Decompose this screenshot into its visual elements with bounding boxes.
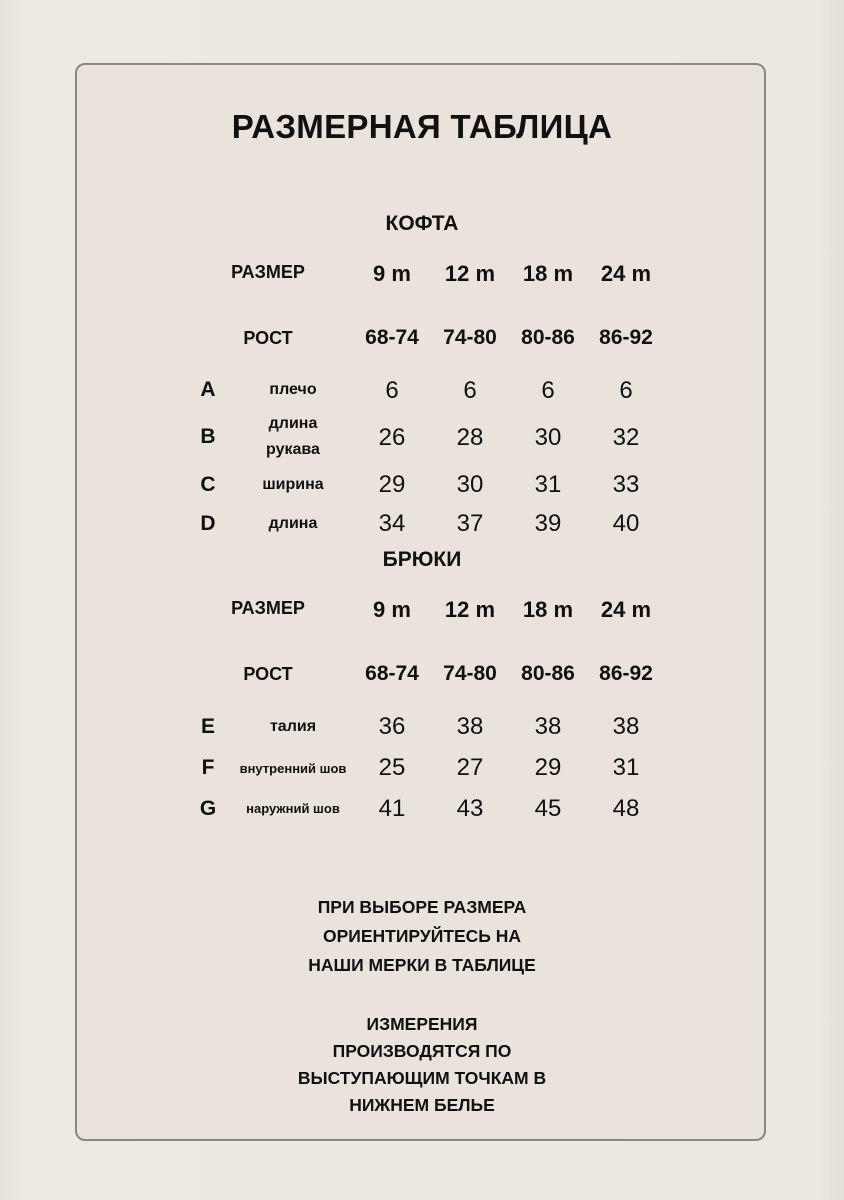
value-cell: 45 (534, 795, 562, 822)
value-cell: 25 (378, 754, 406, 781)
section-title-top: КОФТА (385, 212, 459, 235)
size-cell: 24 m (600, 261, 652, 286)
value-cell: 31 (534, 471, 562, 498)
height-cell: 74-80 (443, 326, 497, 349)
note-line: ВЫСТУПАЮЩИМ ТОЧКАМ В (297, 1068, 547, 1088)
measurement-label-line1: длина (268, 415, 318, 432)
value-cell: 28 (456, 424, 484, 451)
value-cell: 41 (378, 795, 406, 822)
value-cell: 39 (534, 510, 562, 537)
section-title-bottom: БРЮКИ (382, 548, 462, 571)
height-cell: 74-80 (443, 662, 497, 685)
value-cell: 30 (534, 424, 562, 451)
value-cell: 29 (378, 471, 406, 498)
size-cell: 24 m (600, 597, 652, 622)
measurement-label: талия (269, 718, 317, 735)
value-cell: 6 (463, 377, 477, 404)
value-cell: 34 (378, 510, 406, 537)
height-label-top: РОСТ (243, 328, 293, 348)
height-cell: 86-92 (599, 662, 653, 685)
value-cell: 30 (456, 471, 484, 498)
measurement-label-line2: рукава (266, 441, 320, 458)
height-label-bottom: РОСТ (243, 664, 293, 684)
measurement-label: длина (268, 515, 318, 532)
size-cell: 18 m (522, 597, 574, 622)
note-line: ИЗМЕРЕНИЯ (366, 1014, 478, 1034)
value-cell: 6 (619, 377, 633, 404)
value-cell: 36 (378, 713, 406, 740)
size-label-bottom: РАЗМЕР (231, 598, 305, 618)
size-label-top: РАЗМЕР (231, 262, 305, 282)
row-letter: F (201, 756, 215, 779)
size-advice-note (0, 893, 844, 980)
measurement-note (0, 1011, 844, 1119)
height-cell: 86-92 (599, 326, 653, 349)
row-letter: G (199, 797, 217, 820)
height-cell: 68-74 (365, 326, 419, 349)
value-cell: 6 (541, 377, 555, 404)
value-cell: 29 (534, 754, 562, 781)
value-cell: 38 (612, 713, 640, 740)
row-letter: D (200, 512, 216, 535)
value-cell: 6 (385, 377, 399, 404)
size-cell: 9 m (373, 597, 411, 622)
measurement-label: ширина (262, 476, 324, 493)
row-letter: E (200, 715, 215, 738)
row-letter: B (200, 425, 216, 448)
page-title: РАЗМЕРНАЯ ТАБЛИЦА (231, 108, 613, 145)
value-cell: 27 (456, 754, 484, 781)
size-cell: 18 m (522, 261, 574, 286)
measurement-label: внутренний шов (239, 761, 347, 776)
row-letter: A (200, 378, 216, 401)
size-cell: 12 m (444, 261, 496, 286)
value-cell: 26 (378, 424, 406, 451)
value-cell: 32 (612, 424, 640, 451)
measurement-label: плечо (269, 381, 317, 398)
note-line: ПРИ ВЫБОРЕ РАЗМЕРА (317, 897, 527, 917)
note-line: НИЖНЕМ БЕЛЬЕ (349, 1095, 495, 1115)
size-cell: 9 m (373, 261, 411, 286)
value-cell: 43 (456, 795, 484, 822)
measurement-label: наружний шов (246, 801, 340, 816)
value-cell: 31 (612, 754, 640, 781)
value-cell: 33 (612, 471, 640, 498)
note-line: ОРИЕНТИРУЙТЕСЬ НА (322, 926, 522, 946)
value-cell: 37 (456, 510, 484, 537)
height-cell: 68-74 (365, 662, 419, 685)
value-cell: 40 (612, 510, 640, 537)
value-cell: 48 (612, 795, 640, 822)
note-line: ПРОИЗВОДЯТСЯ ПО (332, 1041, 512, 1061)
size-cell: 12 m (444, 597, 496, 622)
note-line: НАШИ МЕРКИ В ТАБЛИЦЕ (308, 955, 536, 975)
height-cell: 80-86 (521, 326, 575, 349)
value-cell: 38 (456, 713, 484, 740)
value-cell: 38 (534, 713, 562, 740)
height-cell: 80-86 (521, 662, 575, 685)
row-letter: C (200, 473, 216, 496)
